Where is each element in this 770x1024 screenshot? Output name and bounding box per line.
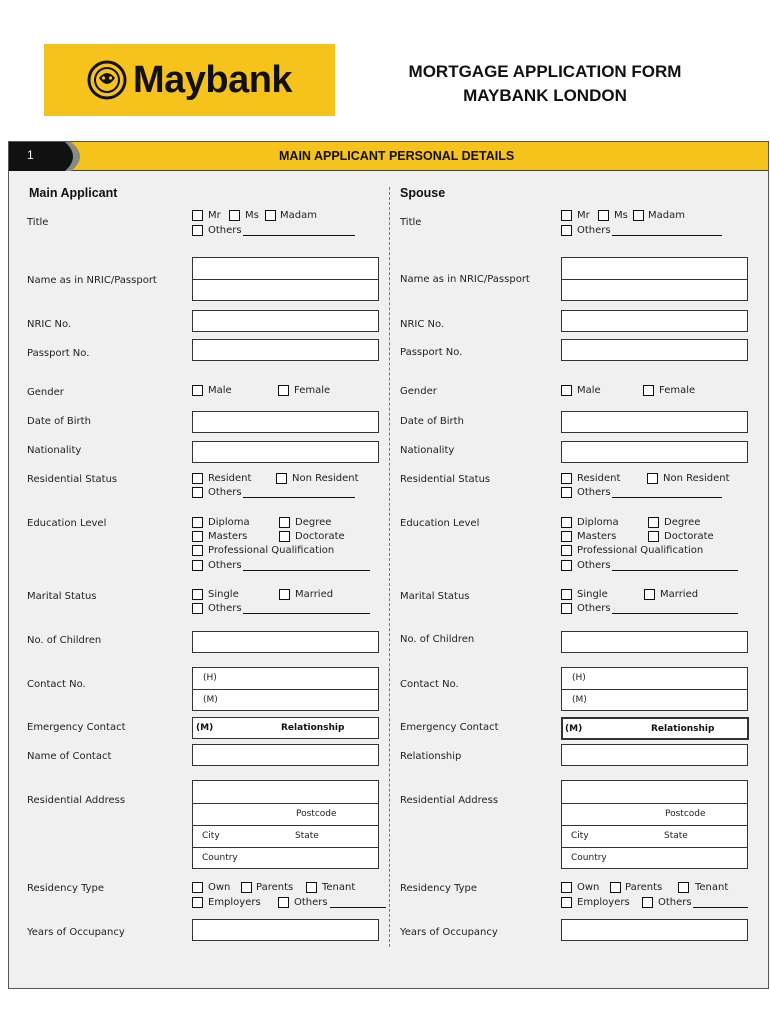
nric-label: NRIC No. <box>27 319 72 330</box>
spouse-parents-label: Parents <box>625 882 663 893</box>
title-ms-checkbox[interactable] <box>229 210 240 221</box>
logo-wordmark: Maybank <box>132 58 293 101</box>
maybank-logo <box>44 44 335 116</box>
spouse-gender-female-label: Female <box>659 385 696 396</box>
spouse-children-label: No. of Children <box>400 634 475 645</box>
title-mr-checkbox[interactable] <box>192 210 203 221</box>
residential-others-label: Others <box>208 487 242 498</box>
name-of-contact-input[interactable] <box>192 744 379 766</box>
residential-others-input[interactable] <box>243 497 355 498</box>
degree-checkbox[interactable] <box>279 517 290 528</box>
title-ms-label: Ms <box>245 210 259 221</box>
married-checkbox[interactable] <box>279 589 290 600</box>
spouse-non-resident-checkbox[interactable] <box>647 473 658 484</box>
marital-others-label: Others <box>208 603 242 614</box>
diploma-checkbox[interactable] <box>192 517 203 528</box>
spouse-parents-checkbox[interactable] <box>610 882 621 893</box>
years-label: Years of Occupancy <box>27 927 125 938</box>
marital-label: Marital Status <box>27 591 97 602</box>
spouse-residential-others-input[interactable] <box>612 497 722 498</box>
degree-label: Degree <box>295 517 332 528</box>
title-madam-checkbox[interactable] <box>265 210 276 221</box>
spouse-doctorate-checkbox[interactable] <box>648 531 659 542</box>
spouse-residential-status-label: Residential Status <box>400 474 491 485</box>
name-input[interactable] <box>192 257 379 301</box>
spouse-gender-male-label: Male <box>577 385 601 396</box>
address-label: Residential Address <box>27 795 126 806</box>
section-header-bar <box>9 142 768 171</box>
spouse-tenant-label: Tenant <box>695 882 729 893</box>
resident-label: Resident <box>208 473 252 484</box>
contact-home-label: (H) <box>203 673 217 683</box>
resident-checkbox[interactable] <box>192 473 203 484</box>
spouse-years-input[interactable] <box>561 919 748 941</box>
spouse-married-label: Married <box>660 589 699 600</box>
spouse-resident-checkbox[interactable] <box>561 473 572 484</box>
applicant-form-section <box>8 141 769 989</box>
tenant-label: Tenant <box>322 882 356 893</box>
spouse-gender-female-checkbox[interactable] <box>643 385 654 396</box>
title-line-2: MAYBANK LONDON <box>463 86 627 105</box>
title-mr-label: Mr <box>208 210 221 221</box>
spouse-own-checkbox[interactable] <box>561 882 572 893</box>
gender-male-checkbox[interactable] <box>192 385 203 396</box>
spouse-own-label: Own <box>577 882 600 893</box>
spouse-gender-label: Gender <box>400 386 437 397</box>
contact-label: Contact No. <box>27 679 86 690</box>
marital-others-checkbox[interactable] <box>192 603 203 614</box>
spouse-emergency-relationship-label: Relationship <box>651 724 715 734</box>
spouse-residency-others-checkbox[interactable] <box>642 897 653 908</box>
title-others-input[interactable] <box>243 235 355 236</box>
title-label: Title <box>27 217 49 228</box>
emergency-label: Emergency Contact <box>27 722 126 733</box>
spouse-address-input[interactable] <box>561 780 748 869</box>
title-madam-label: Madam <box>280 210 317 221</box>
spouse-address-label: Residential Address <box>400 795 499 806</box>
marital-others-input[interactable] <box>243 613 370 614</box>
masters-checkbox[interactable] <box>192 531 203 542</box>
spouse-title-mr-label: Mr <box>577 210 590 221</box>
education-label: Education Level <box>27 518 107 529</box>
single-checkbox[interactable] <box>192 589 203 600</box>
spouse-marital-others-label: Others <box>577 603 611 614</box>
residency-others-checkbox[interactable] <box>278 897 289 908</box>
name-of-contact-label: Name of Contact <box>27 751 112 762</box>
spouse-degree-label: Degree <box>664 517 701 528</box>
passport-input[interactable] <box>192 339 379 361</box>
residency-others-label: Others <box>294 897 328 908</box>
spouse-years-label: Years of Occupancy <box>400 927 498 938</box>
residential-others-checkbox[interactable] <box>192 487 203 498</box>
parents-checkbox[interactable] <box>241 882 252 893</box>
spouse-title-madam-label: Madam <box>648 210 685 221</box>
spouse-dob-input[interactable] <box>561 411 748 433</box>
contact-mobile-label: (M) <box>203 695 218 705</box>
spouse-children-input[interactable] <box>561 631 748 653</box>
non-resident-checkbox[interactable] <box>276 473 287 484</box>
title-line-1: MORTGAGE APPLICATION FORM <box>408 62 682 81</box>
spouse-professional-checkbox[interactable] <box>561 545 572 556</box>
spouse-education-label: Education Level <box>400 518 480 529</box>
spouse-title-mr-checkbox[interactable] <box>561 210 572 221</box>
address-input[interactable] <box>192 780 379 869</box>
nationality-label: Nationality <box>27 445 82 456</box>
spouse-employers-label: Employers <box>577 897 630 908</box>
spouse-heading: Spouse <box>400 186 446 200</box>
tiger-emblem-icon <box>87 60 127 100</box>
doctorate-checkbox[interactable] <box>279 531 290 542</box>
spouse-nric-label: NRIC No. <box>400 319 445 330</box>
title-others-checkbox[interactable] <box>192 225 203 236</box>
spouse-diploma-checkbox[interactable] <box>561 517 572 528</box>
employers-checkbox[interactable] <box>192 897 203 908</box>
gender-female-checkbox[interactable] <box>278 385 289 396</box>
spouse-address-city-label: City <box>571 831 589 841</box>
own-checkbox[interactable] <box>192 882 203 893</box>
section-number: 1 <box>27 148 34 162</box>
doctorate-label: Doctorate <box>295 531 345 542</box>
spouse-emergency-label: Emergency Contact <box>400 722 499 733</box>
professional-label: Professional Qualification <box>208 545 335 556</box>
spouse-professional-label: Professional Qualification <box>577 545 704 556</box>
spouse-passport-label: Passport No. <box>400 347 463 358</box>
section-tab-shape-icon <box>9 142 91 171</box>
spouse-marital-label: Marital Status <box>400 591 470 602</box>
spouse-married-checkbox[interactable] <box>644 589 655 600</box>
spouse-passport-input[interactable] <box>561 339 748 361</box>
single-label: Single <box>208 589 239 600</box>
nationality-input[interactable] <box>192 441 379 463</box>
spouse-employers-checkbox[interactable] <box>561 897 572 908</box>
spouse-contact-label: Contact No. <box>400 679 459 690</box>
address-city-label: City <box>202 831 220 841</box>
spouse-residential-others-checkbox[interactable] <box>561 487 572 498</box>
address-state-label: State <box>295 831 319 841</box>
spouse-education-others-checkbox[interactable] <box>561 560 572 571</box>
spouse-diploma-label: Diploma <box>577 517 619 528</box>
spouse-gender-male-checkbox[interactable] <box>561 385 572 396</box>
dob-label: Date of Birth <box>27 416 91 427</box>
spouse-masters-label: Masters <box>577 531 617 542</box>
section-title: MAIN APPLICANT PERSONAL DETAILS <box>279 149 515 163</box>
passport-label: Passport No. <box>27 348 90 359</box>
emergency-mobile-label: (M) <box>196 723 214 733</box>
children-label: No. of Children <box>27 635 102 646</box>
non-resident-label: Non Resident <box>292 473 359 484</box>
spouse-title-ms-checkbox[interactable] <box>598 210 609 221</box>
spouse-address-state-label: State <box>664 831 688 841</box>
main-applicant-heading: Main Applicant <box>29 186 118 200</box>
diploma-label: Diploma <box>208 517 250 528</box>
spouse-single-label: Single <box>577 589 608 600</box>
gender-label: Gender <box>27 387 64 398</box>
residency-type-label: Residency Type <box>27 883 105 894</box>
spouse-marital-others-checkbox[interactable] <box>561 603 572 614</box>
spouse-emergency-input[interactable] <box>561 717 749 740</box>
spouse-title-madam-checkbox[interactable] <box>633 210 644 221</box>
spouse-title-label: Title <box>400 217 422 228</box>
emergency-relationship-label: Relationship <box>281 723 345 733</box>
column-divider <box>389 187 390 947</box>
spouse-nric-input[interactable] <box>561 310 748 332</box>
employers-label: Employers <box>208 897 261 908</box>
page-title <box>400 60 690 108</box>
masters-label: Masters <box>208 531 248 542</box>
spouse-residency-others-input[interactable] <box>693 907 748 908</box>
spouse-relationship-input[interactable] <box>561 744 748 766</box>
spouse-tenant-checkbox[interactable] <box>678 882 689 893</box>
spouse-non-resident-label: Non Resident <box>663 473 730 484</box>
parents-label: Parents <box>256 882 294 893</box>
spouse-name-label: Name as in NRIC/Passport <box>400 274 530 285</box>
name-label: Name as in NRIC/Passport <box>27 275 157 286</box>
dob-input[interactable] <box>192 411 379 433</box>
education-others-label: Others <box>208 560 242 571</box>
spouse-residency-type-label: Residency Type <box>400 883 478 894</box>
spouse-emergency-mobile-label: (M) <box>565 724 583 734</box>
spouse-education-others-label: Others <box>577 560 611 571</box>
spouse-degree-checkbox[interactable] <box>648 517 659 528</box>
spouse-residency-others-label: Others <box>658 897 692 908</box>
tenant-checkbox[interactable] <box>306 882 317 893</box>
married-label: Married <box>295 589 334 600</box>
years-input[interactable] <box>192 919 379 941</box>
spouse-relationship-label: Relationship <box>400 751 462 762</box>
spouse-nationality-input[interactable] <box>561 441 748 463</box>
spouse-nationality-label: Nationality <box>400 445 455 456</box>
gender-female-label: Female <box>294 385 331 396</box>
spouse-single-checkbox[interactable] <box>561 589 572 600</box>
section-number-tab <box>9 142 91 171</box>
spouse-education-others-input[interactable] <box>612 570 738 571</box>
children-input[interactable] <box>192 631 379 653</box>
spouse-name-input[interactable] <box>561 257 748 301</box>
spouse-address-postcode-label: Postcode <box>665 809 706 819</box>
spouse-marital-others-input[interactable] <box>612 613 738 614</box>
residency-others-input[interactable] <box>330 907 386 908</box>
spouse-dob-label: Date of Birth <box>400 416 464 427</box>
spouse-doctorate-label: Doctorate <box>664 531 714 542</box>
emergency-input[interactable] <box>192 717 379 739</box>
education-others-checkbox[interactable] <box>192 560 203 571</box>
address-country-label: Country <box>202 853 238 863</box>
nric-input[interactable] <box>192 310 379 332</box>
spouse-title-others-checkbox[interactable] <box>561 225 572 236</box>
spouse-address-country-label: Country <box>571 853 607 863</box>
gender-male-label: Male <box>208 385 232 396</box>
own-label: Own <box>208 882 231 893</box>
spouse-resident-label: Resident <box>577 473 621 484</box>
spouse-title-others-label: Others <box>577 225 611 236</box>
spouse-title-others-input[interactable] <box>612 235 722 236</box>
spouse-masters-checkbox[interactable] <box>561 531 572 542</box>
spouse-residential-others-label: Others <box>577 487 611 498</box>
spouse-contact-mobile-label: (M) <box>572 695 587 705</box>
professional-checkbox[interactable] <box>192 545 203 556</box>
education-others-input[interactable] <box>243 570 370 571</box>
spouse-contact-home-label: (H) <box>572 673 586 683</box>
address-postcode-label: Postcode <box>296 809 337 819</box>
spouse-title-ms-label: Ms <box>614 210 628 221</box>
title-others-label: Others <box>208 225 242 236</box>
spouse-contact-input[interactable] <box>561 667 748 711</box>
residential-status-label: Residential Status <box>27 474 118 485</box>
contact-input[interactable] <box>192 667 379 711</box>
